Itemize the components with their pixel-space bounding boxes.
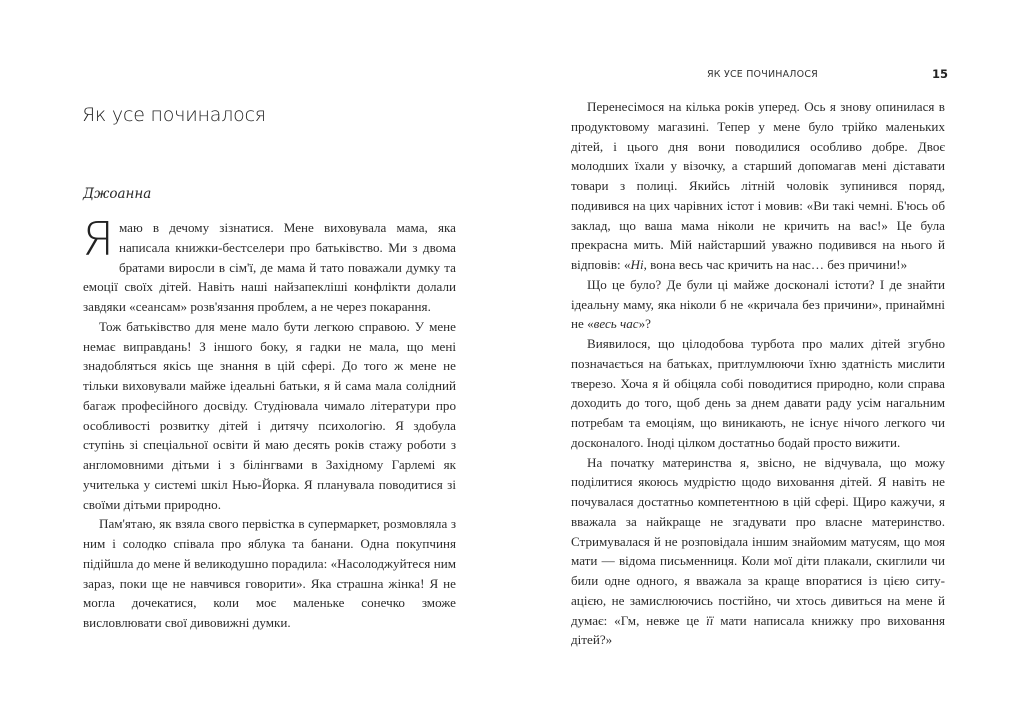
paragraph: Виявилося, що цілодобова турбота про малих дітей згубно позначається на батьках, притлумлюючи їхню здатність мислити тверезо. Хоча я й обіцяла собі поводитися природно, коли справа доходить до того, щоб день за днем давати раду усім нагальним потребам та емоціям, що виникають, не існує нічого легкого чи досконалого. Іноді цілком достатньо бодай просто вижити.: [571, 336, 945, 450]
chapter-title: Як усе починалося: [82, 104, 266, 126]
emphasis: її: [706, 612, 714, 628]
paragraph: [571, 453, 945, 651]
page-number: 15: [932, 67, 949, 81]
paragraph: [571, 97, 945, 275]
drop-cap: Я: [82, 212, 114, 266]
paragraph: Пам'ятаю, як взяла свого первістка в супермаркет, розмовляла з ним і солодко співала про яблука та банани. Одна покупчиня підійшла до мене й великодушно порадила: «Насолоджуйтеся ним зараз, поки ще не навчився говорити». Яка страшна жінка! Я не могла дочекатися, коли моє маленьке сонечко зможе висловлювати свої дивовижні думки.: [83, 516, 456, 630]
paragraph-text: мати написала книжку про виховання дітей?»: [571, 612, 945, 648]
paragraph: [82, 212, 456, 317]
paragraph: [571, 275, 945, 334]
paragraph-text: , вона весь час кричить на нас… без причини!»: [643, 257, 908, 272]
left-body-text: [82, 212, 456, 633]
paragraph-text: На початку материнства я, звісно, не відчувала, що можу поділитися якоюсь мудрістю щодо виховання дітей. Я навіть не почувалася достатньо компетентною в цій сфері. Щиро кажучи, я вважала за найкраще не згадувати про власне материнство. Стримувалася й не розповідала іншим знайомим матусям, що моя мати — відома письменниця. Коли мої діти плакали, скиглили чи били одне одного, я вважала за краще впоратися із цією ситуацією, не замислюючись постійно, чи хтось дивиться на мене й думає: «Гм, невже це: [571, 454, 945, 628]
running-head: ЯК УСЕ ПОЧИНАЛОСЯ: [707, 69, 818, 80]
paragraph-text: »?: [638, 316, 651, 332]
emphasis: Ні: [630, 257, 644, 272]
emphasis: весь час: [593, 316, 639, 332]
paragraph-text: Що це було? Де були ці майже досконалі істоти? І де знайти ідеальну маму, яка ніколи б не «кричала без причини», принаймні не «: [571, 276, 945, 332]
paragraph: Тож батьківство для мене мало бути легкою справою. У мене немає виправдань! З іншого боку, я гадки не мала, що мені знадобляться якісь ще знання в цій сфері. До того ж мене не тільки виховували майже ідеальні батьки, я й сама мала солідний багаж професійного досвіду. Студіювала чимало літератури про особливості розвитку дітей і дитячу психологію. Я здобула ступінь зі спеціальної освіти й маю десять років стажу роботи з англомовними дітьми і з білінгвами в Західному Гарлемі як учителька у системі шкіл Нью-Йорка. Я планувала поводитися зі своїми дітьми природно.: [83, 318, 456, 512]
author-name: Джоанна: [83, 186, 152, 202]
paragraph-text: Перенесімося на кілька років уперед. Ось я знову опинилася в продуктовому магазині. Тепер у мене було трійко маленьких дітей, і цього дня вони поводилися особливо добре. Двоє молодших їхали у візочку, а старший допомагав мені діставати товари з полиці. Якийсь літній чоловік зупинився поряд, подивився на цих чарівних істот і мовив: «Ви такі чемні. Б'юсь об заклад, що ваша мама ніколи не кричить на вас!» Це була прекрасна мить. Мій найстарший уважно подивився на нього й відповів: «: [571, 99, 945, 272]
right-body-text: [571, 97, 945, 650]
paragraph-text: маю в дечому зізнатися. Мене виховувала мама, яка написала книжки-бестселери про батьківство. Ми з двома братами виросли в сім'ї, де мама й тато поважали думку та емоції своїх дітей. Навіть наші найзапекліші конфлікти долали завдяки «сеансам» розв'язання проблем, а не через покарання.: [83, 220, 456, 314]
